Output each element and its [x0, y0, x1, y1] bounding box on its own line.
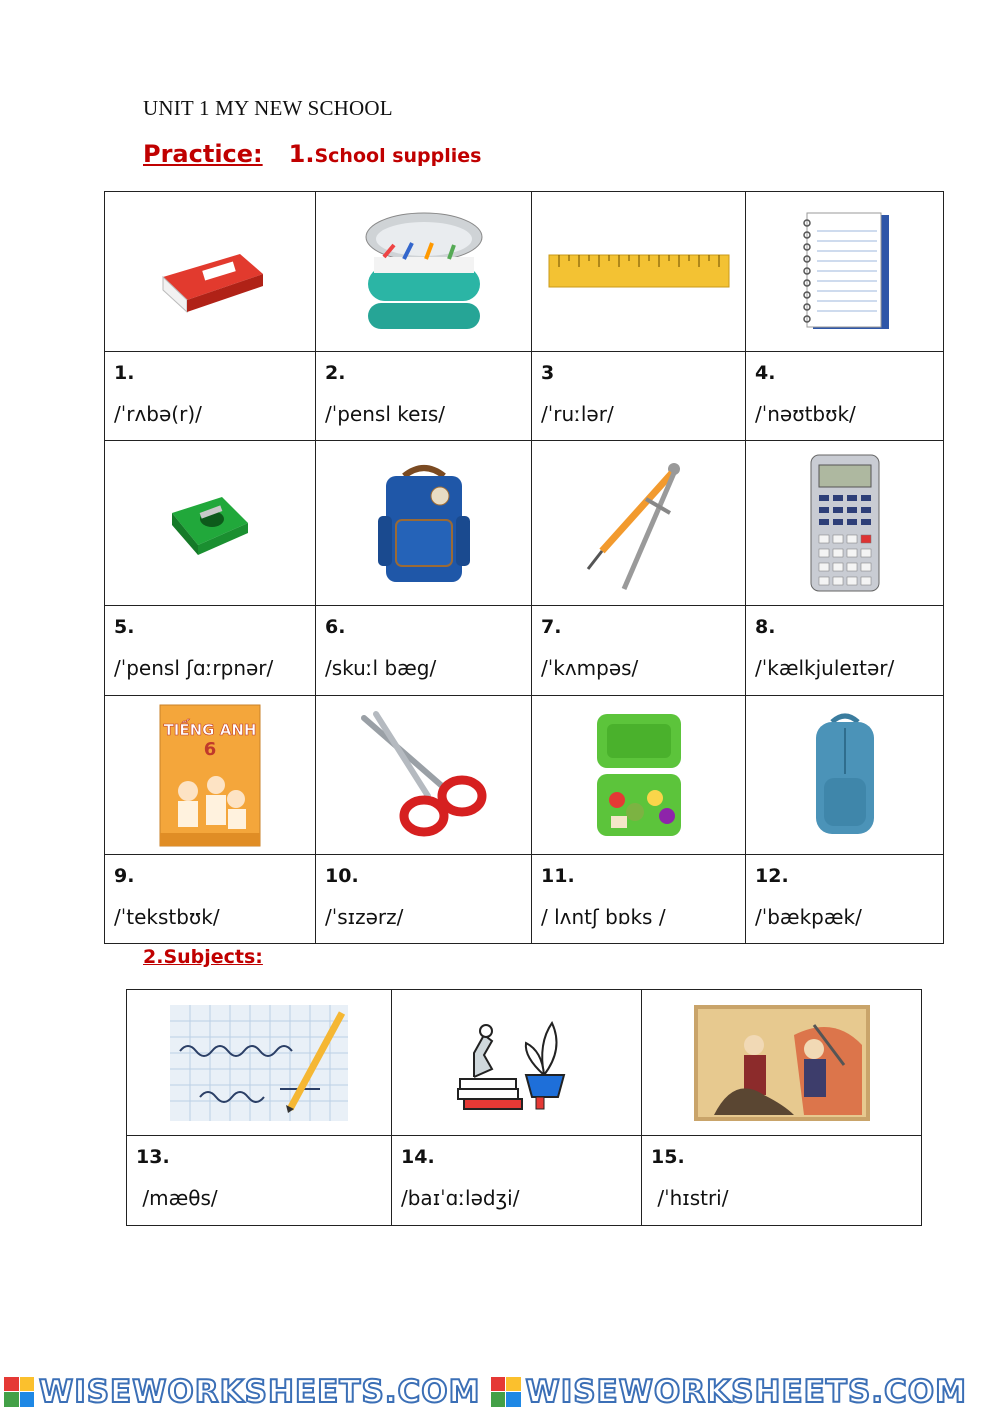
- supply-number: 5.: [114, 616, 135, 638]
- ruler-picture-cell: [532, 192, 746, 352]
- compass-picture-cell: [532, 441, 746, 606]
- ruler-icon: [544, 237, 734, 307]
- supply-label-12: [746, 855, 944, 944]
- biology-picture-cell: [392, 990, 642, 1136]
- pencil-case-icon: [354, 207, 494, 337]
- footer-logo: [491, 1374, 968, 1410]
- school-bag-picture-cell: [316, 441, 532, 606]
- notebook-icon: [795, 209, 895, 334]
- supply-ipa: /ˈpensl ʃɑːrpnər/: [114, 656, 274, 680]
- scissors-picture-cell: [316, 696, 532, 855]
- supply-label-2: [316, 352, 532, 441]
- supply-label-7: [532, 606, 746, 696]
- footer-brand: WISEWORKSHEETS.COM: [525, 1373, 967, 1410]
- supply-label-11: [532, 855, 746, 944]
- lunch-box-picture-cell: [532, 696, 746, 855]
- school-supplies-table: [104, 191, 944, 944]
- supply-number: 10.: [325, 865, 359, 887]
- supply-label-8: [746, 606, 944, 696]
- supply-ipa: / lʌntʃ bɒks /: [541, 905, 666, 929]
- textbook-icon: [158, 703, 262, 848]
- history-icon: [694, 1005, 870, 1121]
- section1-title: School supplies: [314, 145, 482, 167]
- textbook-cover-title: TIẾNG ANH: [163, 720, 257, 739]
- notebook-picture-cell: [746, 192, 944, 352]
- subject-ipa: /ˈhɪstri/: [651, 1186, 729, 1210]
- backpack-icon: [800, 708, 890, 843]
- subject-label-13: [127, 1136, 392, 1226]
- unit-title: UNIT 1 MY NEW SCHOOL: [143, 96, 393, 120]
- calculator-icon: [805, 451, 885, 596]
- supply-label-10: [316, 855, 532, 944]
- supply-ipa: /ˈtekstbʊk/: [114, 905, 220, 929]
- backpack-picture-cell: [746, 696, 944, 855]
- eraser-icon: [145, 222, 275, 322]
- calculator-picture-cell: [746, 441, 944, 606]
- scissors-icon: [354, 708, 494, 843]
- supply-label-5: [105, 606, 316, 696]
- supply-number: 4.: [755, 362, 776, 384]
- eraser-picture-cell: [105, 192, 316, 352]
- subject-number: 14.: [401, 1146, 435, 1168]
- lunch-box-icon: [589, 708, 689, 843]
- history-picture-cell: [642, 990, 922, 1136]
- section1-number: 1.: [288, 140, 315, 168]
- subject-ipa: /baɪˈɑːlədʒi/: [401, 1186, 520, 1210]
- supply-number: 6.: [325, 616, 346, 638]
- maths-picture-cell: [127, 990, 392, 1136]
- supply-number: 11.: [541, 865, 575, 887]
- practice-heading: [143, 140, 481, 168]
- supply-ipa: /skuːl bæg/: [325, 656, 437, 680]
- supply-number: 12.: [755, 865, 789, 887]
- supply-ipa: /ˈkʌmpəs/: [541, 656, 639, 680]
- pencil-case-picture-cell: [316, 192, 532, 352]
- textbook-cover-grade: 6: [203, 738, 217, 760]
- practice-label: Practice:: [143, 140, 263, 168]
- supply-label-9: [105, 855, 316, 944]
- subjects-table: [126, 989, 922, 1226]
- subjects-heading: 2.Subjects:: [143, 946, 263, 968]
- school-bag-icon: [364, 456, 484, 591]
- supply-ipa: /ˈnəʊtbʊk/: [755, 402, 856, 426]
- supply-number: 1.: [114, 362, 135, 384]
- brand-squares-icon: [4, 1377, 34, 1407]
- subject-number: 15.: [651, 1146, 685, 1168]
- sharpener-picture-cell: [105, 441, 316, 606]
- subject-label-15: [642, 1136, 922, 1226]
- subject-ipa: /mæθs/: [136, 1186, 218, 1210]
- sharpener-icon: [160, 483, 260, 563]
- supply-ipa: /ˈrʌbə(r)/: [114, 402, 202, 426]
- subject-label-14: [392, 1136, 642, 1226]
- supply-ipa: /ˈbækpæk/: [755, 905, 862, 929]
- supply-number: 9.: [114, 865, 135, 887]
- supply-number: 7.: [541, 616, 562, 638]
- subject-number: 13.: [136, 1146, 170, 1168]
- supply-label-1: [105, 352, 316, 441]
- brand-squares-icon: [491, 1377, 521, 1407]
- compass-icon: [574, 451, 704, 596]
- supply-ipa: /ˈpensl keɪs/: [325, 402, 446, 426]
- supply-ipa: /ˈsɪzərz/: [325, 905, 404, 929]
- supply-ipa: /ˈruːlər/: [541, 402, 614, 426]
- supply-label-4: [746, 352, 944, 441]
- maths-icon: [170, 1005, 348, 1121]
- supply-ipa: /ˈkælkjuleɪtər/: [755, 656, 895, 680]
- footer-logo: [4, 1374, 481, 1410]
- supply-number: 8.: [755, 616, 776, 638]
- footer-watermark: [0, 1370, 1000, 1413]
- supply-label-3: [532, 352, 746, 441]
- supply-label-6: [316, 606, 532, 696]
- footer-brand: WISEWORKSHEETS.COM: [39, 1373, 481, 1410]
- biology-icon: [452, 1013, 582, 1113]
- supply-number: 2.: [325, 362, 346, 384]
- textbook-picture-cell: [105, 696, 316, 855]
- supply-number: 3: [541, 362, 555, 384]
